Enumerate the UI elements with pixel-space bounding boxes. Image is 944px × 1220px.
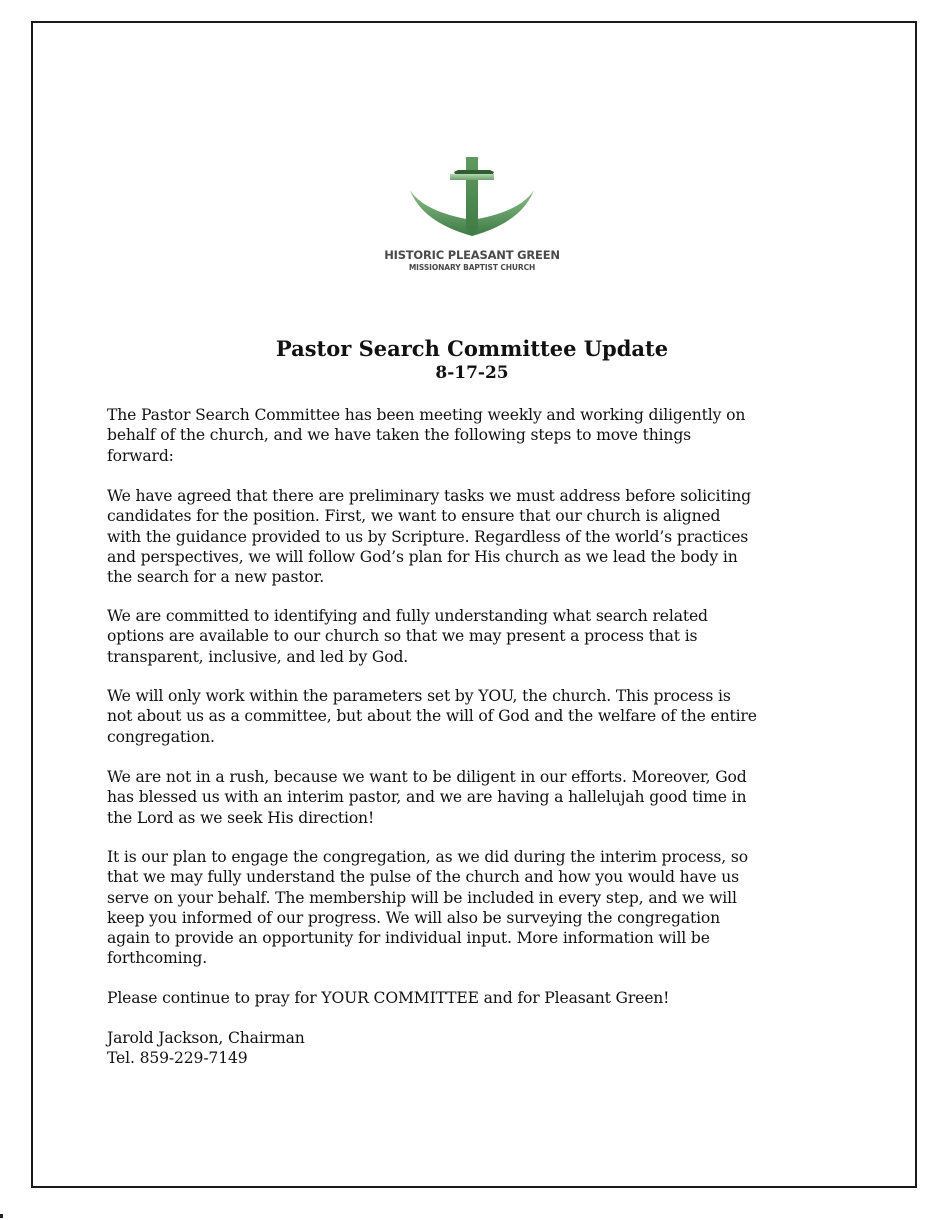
paragraph-engage-congregation (107, 847, 847, 969)
paragraph-not-in-rush (107, 767, 847, 828)
paragraph-search-options (107, 606, 847, 667)
paragraph-text: We are committed to identifying and fully understanding what search related options are available to our church so that we may present a process that is transparent, inclusive, and led by God. (107, 607, 708, 666)
logo-church-subtitle: MISSIONARY BAPTIST CHURCH (408, 263, 536, 272)
signature-name: Jarold Jackson, Chairman (107, 1029, 305, 1047)
paragraph-parameters (107, 686, 847, 747)
paragraph-text: Please continue to pray for YOUR COMMITTEE and for Pleasant Green! (107, 989, 670, 1007)
paragraph-text: It is our plan to engage the congregation, as we did during the interim process, so that we may fully understand the pulse of the church and how you would have us serve on your behalf. The membership will be included in every step, and we will keep you informed of our progress. We will also be surveying the congregation again to provide an opportunity for individual input. More information will be forthcoming. (107, 848, 748, 968)
paragraph-preliminary-tasks (107, 486, 847, 587)
update-date: 8-17-25 (435, 363, 509, 383)
paragraph-text: The Pastor Search Committee has been meeting weekly and working diligently on behalf of the church, and we have taken the following steps to move things forward: (107, 406, 746, 465)
paragraph-prayer-request (107, 988, 847, 1008)
signature-block (107, 1028, 847, 1069)
paragraph-text: We will only work within the parameters set by YOU, the church. This process is not about us as a committee, but about the will of God and the welfare of the entire congregation. (107, 687, 757, 746)
corner-mark (0, 1214, 3, 1218)
page-title: Pastor Search Committee Update (275, 336, 669, 361)
signature-phone: Tel. 859-229-7149 (107, 1049, 248, 1068)
anchor-cross-icon (370, 150, 574, 246)
paragraph-intro (107, 405, 847, 466)
paragraph-text: We are not in a rush, because we want to be diligent in our efforts. Moreover, God has blessed us with an interim pastor, and we are having a hallelujah good time in the Lord as we seek His direction! (107, 768, 747, 827)
logo-church-name: HISTORIC PLEASANT GREEN (384, 248, 560, 262)
church-logo (370, 150, 574, 280)
paragraph-text: We have agreed that there are preliminary tasks we must address before soliciting candidates for the position. First, we want to ensure that our church is aligned with the guidance provided to us by Scripture. Regardless of the world’s practices and perspectives, we will follow God’s plan for His church as we lead the body in the search for a new pastor. (107, 487, 752, 587)
